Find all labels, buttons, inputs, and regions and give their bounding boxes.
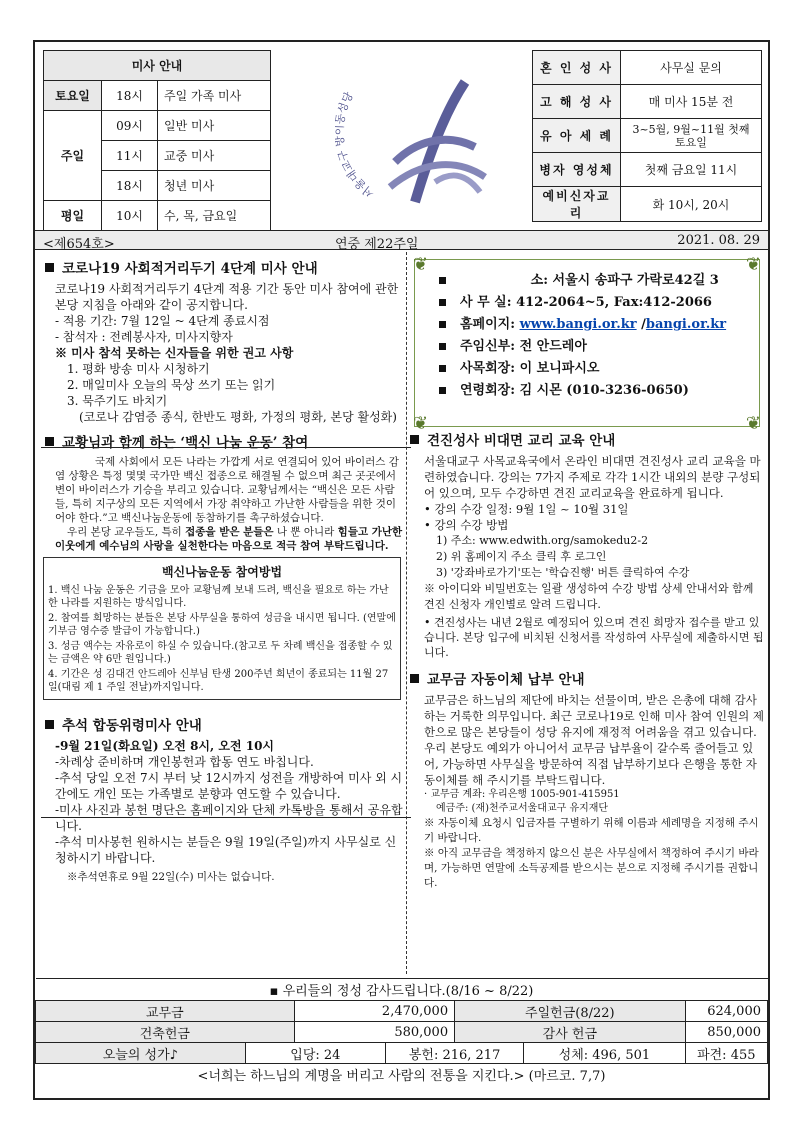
bulletin-page [33, 40, 770, 1100]
divider [41, 817, 411, 818]
list-item: 2. 매일미사 오늘의 묵상 쓰기 또는 읽기 [67, 378, 276, 392]
list-item: 2. 참여를 희망하는 분들은 본당 사무실을 통하여 성금을 내시면 됩니다. (연말에 기부금 영수증 발급이 가능합니다.) [48, 613, 396, 637]
mass-day: 평일 [44, 201, 102, 231]
list-item: • 강의 수강 방법 [424, 518, 509, 532]
paragraph: 코로나19 사회적거리두기 4단계 적용 기간 동안 미사 참여에 관한 본당 지침을 아래와 같이 공지합니다. [55, 282, 399, 312]
left-column [41, 257, 403, 979]
mass-time: 18시 [102, 171, 158, 201]
sacrament-value: 사무실 문의 [621, 51, 762, 85]
list-item: - 적용 기간: 7월 12일 ~ 4단계 종료시점 [55, 314, 270, 328]
section-title: 코로나19 사회적거리두기 4단계 미사 안내 [41, 261, 403, 278]
paragraph: 교무금은 하느님의 제단에 바치는 선물이며, 받은 은총에 대해 감사하는 거룩한 의무입니다. 최근 코로나19로 인해 미사 참여 인원의 제한으로 많은 본당들이 성당 유지에 재정적 어려움을 겪고 있습니다. 우리 본당도 예외가 아니어서 교무금 납부율이 갈수록 줄어들고 있어, 가능하면 사무실을 방문하여 직접 납부하기보다 은행을 통한 자동이체를 해 주시기를 부탁드립니다. [424, 693, 765, 787]
mass-schedule-table [43, 50, 271, 231]
offering-table [35, 978, 768, 1085]
column-divider [406, 252, 407, 974]
paragraph: 서울대교구 사목교육국에서 온라인 비대면 견진성사 교리 교육을 마련하였습니다. 강의는 7가지 주제로 각각 1시간 내외의 분량 구성되어 있으며, 모두 수강하면 견진 교리교육을 완료하게 됩니다. [424, 454, 761, 500]
mass-time: 09시 [102, 111, 158, 141]
box-title: 백신나눔운동 참여방법 [161, 565, 283, 579]
note: ※추석연휴로 9월 22일(수) 미사는 없습니다. [67, 871, 275, 883]
list-item: 1. 백신 나눔 운동은 기금을 모아 교황님께 보내 드려, 백신을 필요로 하는 가난한 나라를 지원하는 방식입니다. [48, 585, 389, 609]
contact-address: 소: 서울시 송파구 가락로42길 3 [439, 270, 747, 292]
mass-day: 주일 [44, 111, 102, 201]
vaccine-method-box [43, 557, 401, 700]
right-column [410, 254, 766, 979]
note: ※ 아이디와 비밀번호는 일괄 생성하여 수강 방법 상세 안내서와 함께 견진 신청자 개인별로 알려 드립니다. [424, 582, 754, 611]
contact-homepage: 홈페이지: www.bangi.or.kr /bangi.or.kr [439, 314, 747, 336]
issue-date: 2021. 08. 29 [677, 233, 760, 248]
offering-amount: 850,000 [685, 1022, 767, 1043]
mass-desc: 주일 가족 미사 [158, 81, 271, 111]
section-title: 교황님과 함께 하는 ‘백신 나눔 운동’ 참여 [41, 435, 403, 452]
mass-time: 11시 [102, 141, 158, 171]
contact-pastor: 주임신부: 전 안드레아 [439, 336, 747, 358]
contact-council-president: 사목회장: 이 보니파시오 [439, 358, 747, 380]
list-item: 1. 평화 방송 미사 시청하기 [67, 362, 210, 376]
offering-label: 주일헌금(8/22) [455, 1001, 685, 1022]
list-item: 3. 성금 액수는 자유로이 하실 수 있습니다.(참고로 두 차례 백신을 접종할 수 있는 금액은 약 6만 원입니다.) [48, 641, 393, 665]
sacrament-label: 유 아 세 례 [533, 119, 621, 153]
mass-schedule-title: 미사 안내 [44, 51, 271, 81]
issue-band [35, 230, 768, 250]
note: ※ 아직 교무금을 책정하지 않으신 분은 사무실에서 책정하여 주시기 바라며, 가능하면 연말에 소득공제를 받으시는 분으로 지정해 주시기를 권합니다. [424, 847, 759, 889]
note: • 견진성사는 내년 2월로 예정되어 있으며 견진 희망자 접수를 받고 있습니다. 본당 입구에 비치된 신청서를 작성하여 사무실에 제출하시면 됩니다. [424, 616, 764, 659]
homepage-link-short[interactable]: bangi.or.kr [645, 317, 727, 332]
list-item: 2) 위 홈페이지 주소 클릭 후 로그인 [436, 550, 607, 563]
liturgical-week: 연중 제22주일 [335, 237, 419, 252]
list-item: (코로나 감염증 종식, 한반도 평화, 가정의 평화, 본당 활성화) [79, 410, 397, 424]
mass-desc: 일반 미사 [158, 111, 271, 141]
hymn-entry: 입당: 24 [245, 1043, 385, 1064]
list-item: 3. 묵주기도 바치기 [67, 394, 168, 408]
hymn-dismissal: 파견: 455 [685, 1043, 767, 1064]
paragraph: -9월 21일(화요일) 오전 8시, 오전 10시 [55, 739, 275, 753]
section-title: 견진성사 비대면 교리 교육 안내 [410, 433, 766, 450]
offering-section [35, 978, 768, 1085]
sacraments-table [532, 50, 762, 222]
sacrament-value: 첫째 금요일 11시 [621, 153, 762, 187]
mass-desc: 교중 미사 [158, 141, 271, 171]
ornament-icon: ❦ [745, 413, 761, 434]
sacrament-label: 혼 인 성 사 [533, 51, 621, 85]
subheading: ※ 미사 참석 못하는 신자들을 위한 권고 사항 [55, 346, 294, 360]
section-title: 교무금 자동이체 납부 안내 [410, 672, 766, 689]
list-item: 3) '강좌바로가기'또는 '학습진행' 버튼 클릭하여 수강 [436, 566, 690, 579]
ornament-icon: ❦ [413, 254, 429, 275]
divider [41, 447, 411, 448]
mass-time: 10시 [102, 201, 158, 231]
parish-logo [335, 52, 515, 222]
scripture-quote: <너희는 하느님의 계명을 버리고 사람의 전통을 지킨다.> (마르코. 7,7) [197, 1068, 606, 1084]
mass-desc: 수, 목, 금요일 [158, 201, 271, 231]
sacrament-label: 병자 영성체 [533, 153, 621, 187]
offering-amount: 2,470,000 [294, 1001, 454, 1022]
ornament-icon: ❦ [413, 413, 429, 434]
note: ※ 자동이체 요청시 입금자를 구별하기 위해 이름과 세례명을 지정해 주시기 바랍니다. [424, 817, 759, 844]
ornament-icon: ❦ [745, 254, 761, 275]
list-item: 1) 주소: www.edwith.org/samokedu2-2 [436, 534, 649, 547]
list-item: -추석 당일 오전 7시 부터 낮 12시까지 성전을 개방하여 미사 외 시간에도 개인 또는 가족별로 분향과 연도할 수 있습니다. [55, 771, 403, 801]
offering-amount: 580,000 [294, 1022, 454, 1043]
hymn-label: 오늘의 성가♪ [36, 1043, 246, 1064]
sacrament-value: 3~5월, 9월~11월 첫째 토요일 [621, 119, 762, 153]
sacrament-label: 고 해 성 사 [533, 85, 621, 119]
paragraph: 우리 본당 교우들도, 특히 접종을 받은 분들은 나 뿐 아니라 힘들고 가난한 이웃에게 예수님의 사랑을 실천한다는 마음으로 적극 참여 부탁드립니다. [55, 526, 403, 552]
hymn-communion: 성체: 496, 501 [524, 1043, 685, 1064]
offering-title: ▪ 우리들의 정성 감사드립니다.(8/16 ~ 8/22) [36, 979, 768, 1001]
account-holder: 예금주: (재)천주교서울대교구 유지재단 [436, 803, 609, 814]
sacrament-value: 화 10시, 20시 [621, 187, 762, 222]
offering-label: 감사 헌금 [455, 1022, 685, 1043]
list-item: • 강의 수강 일정: 9월 1일 ~ 10월 31일 [424, 502, 629, 516]
list-item: -추석 미사봉헌 원하시는 분들은 9월 19일(주일)까지 사무실로 신청하시기 바랍니다. [55, 835, 397, 865]
mass-desc: 청년 미사 [158, 171, 271, 201]
contact-funeral-president: 연령회장: 김 시몬 (010-3236-0650) [439, 380, 747, 402]
offering-amount: 624,000 [685, 1001, 767, 1022]
hymn-offertory: 봉헌: 216, 217 [385, 1043, 523, 1064]
list-item: -미사 사진과 봉헌 명단은 홈페이지와 단체 카톡방을 통해서 공유합니다. [55, 803, 403, 833]
offering-label: 교무금 [36, 1001, 295, 1022]
parish-logo-icon [335, 52, 515, 222]
list-item: 4. 기간은 성 김대건 안드레아 신부님 탄생 200주년 희년이 종료되는 11월 27일(대림 제 1 주일 전날)까지입니다. [48, 669, 389, 693]
mass-time: 18시 [102, 81, 158, 111]
list-item: - 참석자 : 전례봉사자, 미사지향자 [55, 330, 233, 344]
issue-number: <제654호> [43, 237, 115, 252]
sacrament-label: 예비신자교리 [533, 187, 621, 222]
svg-text:서울대교구 방이동성당: 서울대교구 성당 [335, 89, 377, 201]
section-title: 추석 합동위령미사 안내 [41, 718, 403, 735]
list-item: -차례상 준비하며 개인봉헌과 합동 연도 바칩니다. [55, 755, 314, 769]
sacrament-value: 매 미사 15분 전 [621, 85, 762, 119]
paragraph: 국제 사회에서 모든 나라는 가깝게 서로 연결되어 있어 바이러스 감염 상황은 특정 몇몇 국가만 백신 접종으로 해결될 수 없으며 최근 곳곳에서 변이 바이러스가 기승을 부리고 있습니다. 교황님께서는 “백신은 모든 사람들, 특히 지구상의 모든 지역에서 가장 취약하고 가난한 사람들을 위한 것이어야 한다.”고 백신나눔운동에 동참하기를 촉구하셨습니다. [55, 456, 399, 524]
account-info: · 교무금 계좌: 우리은행 1005-901-415951 [424, 789, 620, 800]
contact-card [413, 254, 761, 434]
homepage-link[interactable]: www.bangi.or.kr [519, 317, 637, 332]
mass-day: 토요일 [44, 81, 102, 111]
offering-label: 건축헌금 [36, 1022, 295, 1043]
contact-office: 사 무 실: 412-2064~5, Fax:412-2066 [439, 292, 747, 314]
